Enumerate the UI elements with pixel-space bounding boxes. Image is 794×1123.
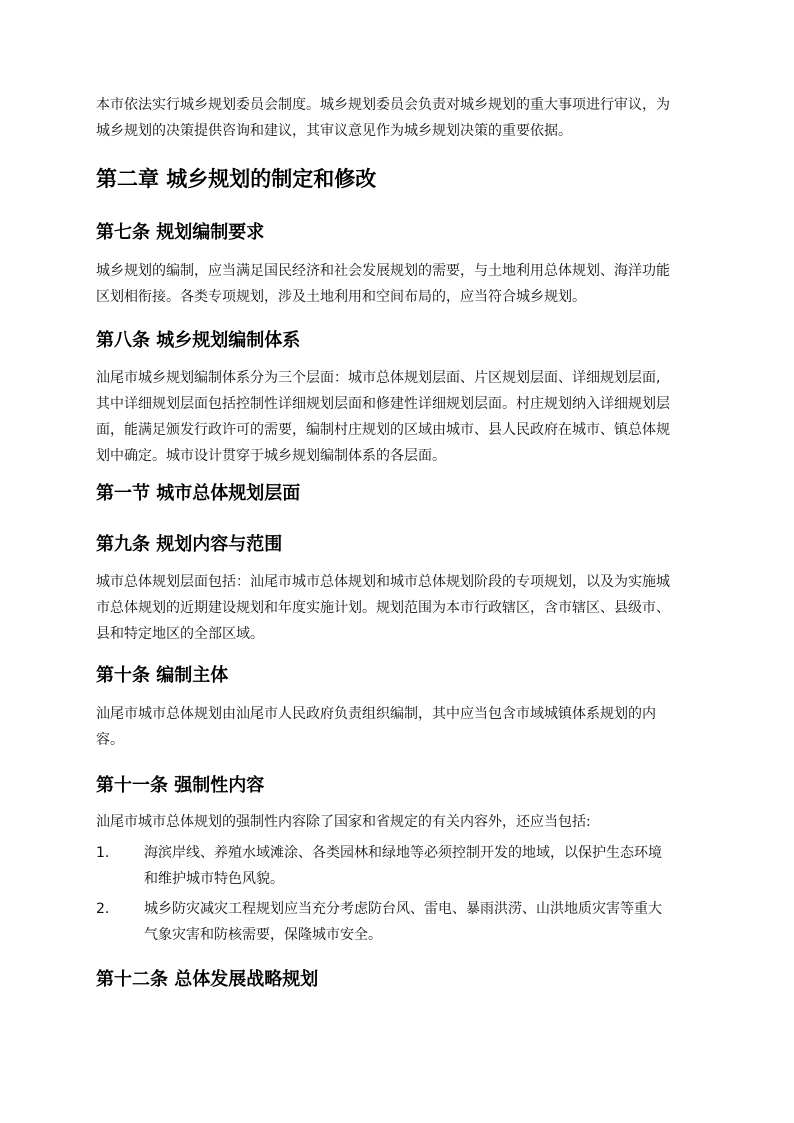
list-item-number: 2. (96, 901, 110, 917)
list-item-text: 海滨岸线、养殖水域滩涂、各类园林和绿地等必须控制开发的地域，以保护生态环境 和维护城市特色风貌。 (144, 845, 662, 887)
article-10-body: 汕尾市城市总体规划由汕尾市人民政府负责组织编制，其中应当包含市域城镇体系规划的内 容。 (96, 706, 656, 748)
article-8-heading: 第八条 城乡规划编制体系 (96, 330, 301, 351)
article-10-heading: 第十条 编制主体 (96, 665, 229, 686)
list-item-number: 1. (96, 845, 110, 861)
paragraph-planning-committee: 本市依法实行城乡规划委员会制度。城乡规划委员会负责对城乡规划的重大事项进行审议，为 城乡规划的决策提供咨询和建议，其审议意见作为城乡规划决策的重要依据。 (96, 97, 670, 139)
chapter-heading: 第二章 城乡规划的制定和修改 (96, 167, 377, 191)
article-11-heading: 第十一条 强制性内容 (96, 775, 265, 796)
article-9-body: 城市总体规划层面包括：汕尾市城市总体规划和城市总体规划阶段的专项规划，以及为实施城 市总体规划的近期建设规划和年度实施计划。规划范围为本市行政辖区，含市辖区、县级市、 县和特定地区的全部区域。 (96, 574, 670, 642)
article-12-heading: 第十二条 总体发展战略规划 (96, 969, 319, 990)
article-9-heading: 第九条 规划内容与范围 (96, 534, 283, 555)
article-7-heading: 第七条 规划编制要求 (96, 222, 265, 243)
article-11-intro: 汕尾市城市总体规划的强制性内容除了国家和省规定的有关内容外，还应当包括: (96, 814, 591, 830)
list-item-text: 城乡防灾减灾工程规划应当充分考虑防台风、雷电、暴雨洪涝、山洪地质灾害等重大 气象灾害和防核需要，保隆城市安全。 (144, 901, 662, 943)
section-1-heading: 第一节 城市总体规划层面 (96, 483, 301, 504)
article-8-body: 汕尾市城乡规划编制体系分为三个层面：城市总体规划层面、片区规划层面、详细规划层面, 其中详细规划层面包括控制性详细规划层面和修建性详细规划层面。村庄规划纳入详细规划层 面，能满足颁发行政许可的需要，编制村庄规划的区域由城市、县人民政府在城市、镇总体规 划中确定。城市设计贯穿于城乡规划编制体系的各层面。 (96, 370, 670, 464)
document-page (96, 0, 701, 1123)
article-7-body: 城乡规划的编制，应当满足国民经济和社会发展规划的需要，与土地利用总体规划、海洋功能 区划相衔接。各类专项规划，涉及土地利用和空间布局的，应当符合城乡规划。 (96, 263, 670, 305)
